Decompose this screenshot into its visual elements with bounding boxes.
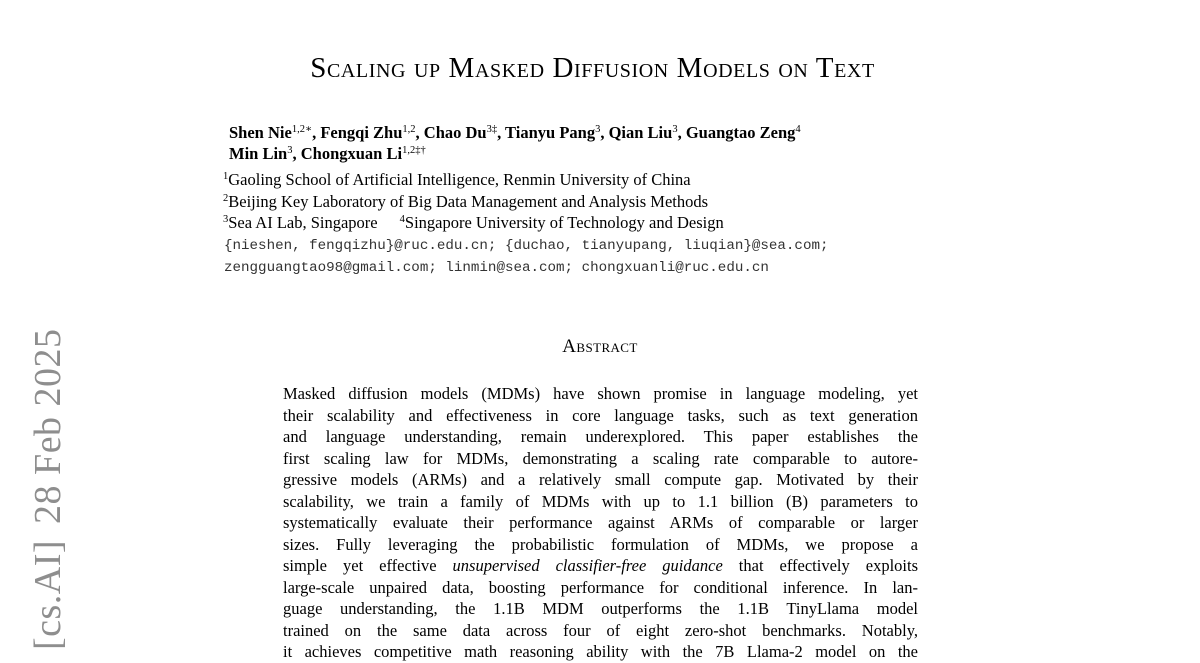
abstract-line — [283, 555, 918, 577]
arxiv-date: 28 Feb 2025 — [27, 328, 69, 524]
abstract-text: simple yet effective — [283, 556, 453, 575]
abstract-line: trained on the same data across four of eight zero-shot benchmarks. Notably, — [283, 620, 918, 640]
author-name: Qian Liu — [608, 123, 673, 142]
abstract-line: systematically evaluate their performance against ARMs of comparable or larger — [283, 513, 918, 532]
author-separator: , — [292, 144, 301, 163]
abstract-line: gressive models (ARMs) and a relatively small compute gap. Motivated by their — [283, 470, 918, 489]
abstract-heading: Abstract — [562, 336, 638, 357]
affiliation-list — [223, 169, 724, 234]
author-affil-marker: 3 — [672, 124, 678, 135]
author-affil-marker: 3‡ — [486, 124, 498, 135]
author-separator: , — [497, 123, 506, 142]
abstract-line: and language understanding, remain underexplored. This paper establishes the — [283, 427, 918, 446]
author-affil-marker: 4 — [795, 124, 801, 135]
abstract-text: that effectively exploits — [722, 556, 919, 575]
author-list — [229, 122, 989, 164]
affiliation-text: Sea AI Lab, Singapore — [228, 213, 378, 232]
email-block — [224, 236, 829, 279]
abstract-line: Masked diffusion models (MDMs) have shown promise in language modeling, yet — [283, 384, 918, 403]
author-name: Min Lin — [229, 144, 288, 163]
author-affil-marker: 3 — [595, 124, 601, 135]
affiliation-number: 4 — [399, 214, 405, 225]
affiliation-number: 2 — [223, 192, 229, 204]
abstract-line: it achieves competitive math reasoning ability with the 7B Llama-2 model on the — [283, 642, 918, 661]
author-separator: , — [677, 123, 686, 142]
email-line: zengguangtao98@gmail.com; linmin@sea.com; chongxuanli@ruc.edu.cn — [224, 259, 769, 276]
affiliation-text: Gaoling School of Artificial Intelligence, Renmin University of China — [228, 170, 691, 189]
abstract-line: first scaling law for MDMs, demonstrating a scaling rate comparable to autore- — [283, 448, 918, 468]
affiliation-row — [223, 169, 724, 191]
affiliation-text: Beijing Key Laboratory of Big Data Management and Analysis Methods — [228, 191, 709, 211]
author-affil-marker: 1,2‡† — [402, 145, 426, 156]
affiliation-row — [223, 212, 724, 234]
author-affil-marker: 1,2 — [402, 124, 416, 135]
abstract-line: scalability, we train a family of MDMs with up to 1.1 billion (B) parameters to — [283, 491, 918, 511]
paper-title: Scaling up Masked Diffusion Models on Text — [310, 52, 875, 84]
abstract-emphasis: unsupervised classifier-free guidance — [452, 556, 723, 575]
affiliation-number: 3 — [223, 214, 229, 225]
author-separator: , — [600, 123, 609, 142]
author-affil-marker: 1,2∗ — [291, 124, 313, 135]
author-name: Fengqi Zhu — [320, 123, 403, 142]
abstract-line: guage understanding, the 1.1B MDM outperforms the 1.1B TinyLlama model — [283, 599, 918, 618]
author-name: Chongxuan Li — [300, 144, 403, 163]
abstract-line: sizes. Fully leveraging the probabilistic formulation of MDMs, we propose a — [283, 534, 918, 554]
abstract-line: large-scale unpaired data, boosting performance for conditional inference. In lan- — [283, 577, 918, 597]
author-name: Tianyu Pang — [505, 123, 596, 142]
author-line-1 — [229, 122, 989, 143]
abstract-line: their scalability and effectiveness in core language tasks, such as text generation — [283, 405, 918, 425]
arxiv-category: [cs.AI] — [27, 539, 69, 650]
affiliation-row — [223, 191, 724, 213]
arxiv-side-stamp — [26, 328, 70, 650]
author-separator: , — [415, 123, 424, 142]
author-line-2 — [229, 143, 989, 164]
author-name: Guangtao Zeng — [685, 123, 796, 142]
affiliation-number: 1 — [223, 171, 229, 182]
abstract-body — [283, 383, 918, 663]
email-line: {nieshen, fengqizhu}@ruc.edu.cn; {duchao, tianyupang, liuqian}@sea.com; — [224, 238, 829, 254]
affiliation-text: Singapore University of Technology and Design — [404, 213, 724, 232]
author-name: Shen Nie — [229, 123, 292, 142]
author-affil-marker: 3 — [287, 145, 293, 156]
author-separator: , — [312, 123, 321, 142]
author-name: Chao Du — [423, 123, 487, 142]
